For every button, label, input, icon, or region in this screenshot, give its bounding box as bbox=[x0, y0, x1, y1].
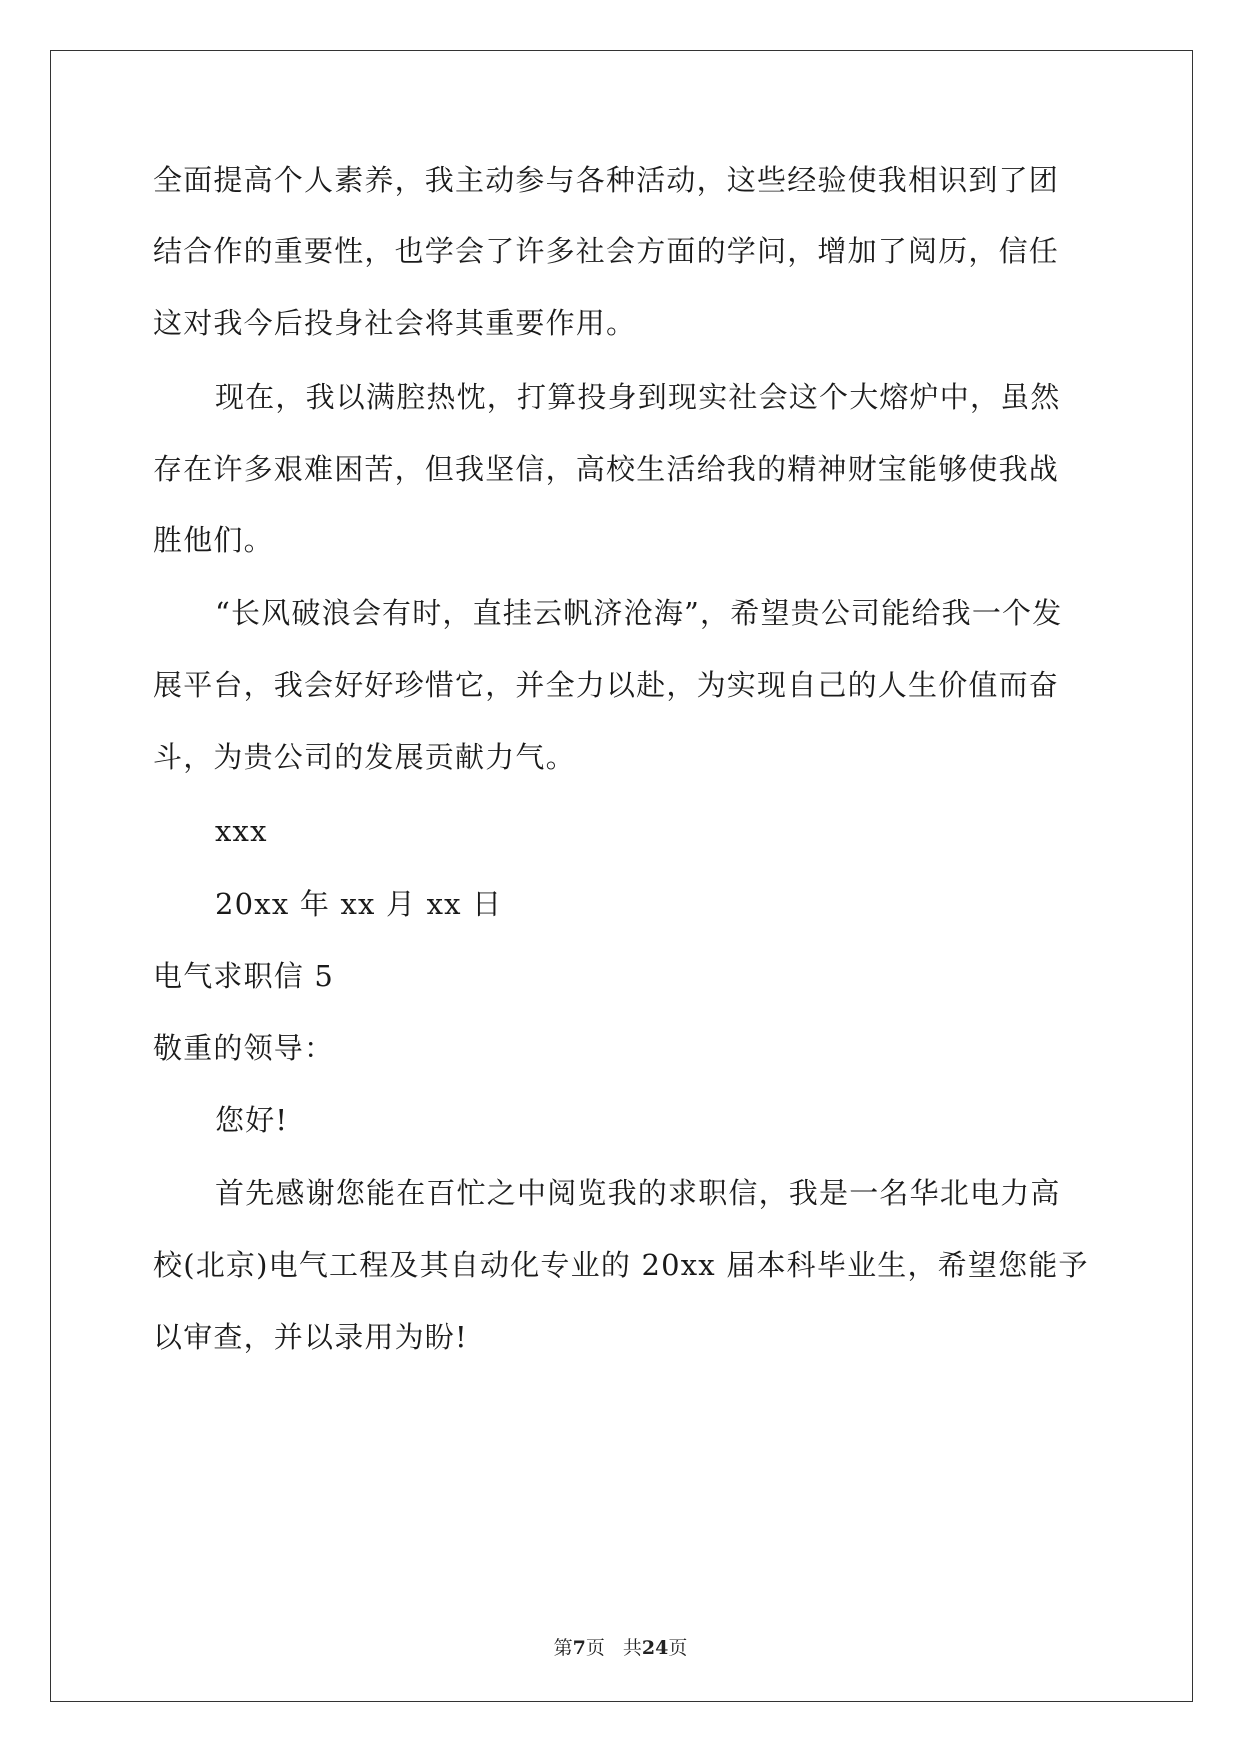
paragraph-line: “长风破浪会有时，直挂云帆济沧海”，希望贵公司能给我一个发 bbox=[215, 596, 1063, 630]
page-border bbox=[50, 50, 1193, 1702]
page-number: 7 bbox=[572, 1637, 586, 1659]
paragraph-line: 斗，为贵公司的发展贡献力气。 bbox=[153, 740, 576, 774]
paragraph-line: 以审查，并以录用为盼! bbox=[153, 1320, 468, 1354]
paragraph-line: 胜他们。 bbox=[153, 523, 274, 557]
footer-page-suffix: 页 bbox=[585, 1637, 605, 1659]
paragraph-line: 首先感谢您能在百忙之中阅览我的求职信，我是一名华北电力高 bbox=[215, 1176, 1061, 1210]
salutation: 敬重的领导： bbox=[153, 1031, 335, 1065]
page-footer bbox=[0, 1636, 1241, 1660]
paragraph-line: 存在许多艰难困苦，但我坚信，高校生活给我的精神财宝能够使我战 bbox=[153, 452, 1060, 486]
paragraph-line: 校(北京)电气工程及其自动化专业的 20xx 届本科毕业生，希望您能予 bbox=[153, 1248, 1089, 1282]
signature-date: 20xx 年 xx 月 xx 日 bbox=[215, 887, 503, 921]
paragraph-line: 现在，我以满腔热忱，打算投身到现实社会这个大熔炉中，虽然 bbox=[215, 380, 1061, 414]
paragraph-line: 展平台，我会好好珍惜它，并全力以赴，为实现自己的人生价值而奋 bbox=[153, 668, 1060, 702]
section-title: 电气求职信 5 bbox=[153, 959, 335, 993]
signature-name: xxx bbox=[215, 814, 268, 848]
paragraph-line: 全面提高个人素养，我主动参与各种活动，这些经验使我相识到了团 bbox=[153, 163, 1060, 197]
footer-prefix: 第 bbox=[553, 1637, 573, 1659]
paragraph-line: 结合作的重要性，也学会了许多社会方面的学问，增加了阅历，信任 bbox=[153, 234, 1060, 268]
total-pages: 24 bbox=[641, 1637, 669, 1659]
footer-total-prefix: 共 bbox=[622, 1637, 642, 1659]
greeting: 您好! bbox=[215, 1103, 289, 1137]
paragraph-line: 这对我今后投身社会将其重要作用。 bbox=[153, 306, 637, 340]
footer-total-suffix: 页 bbox=[668, 1637, 688, 1659]
